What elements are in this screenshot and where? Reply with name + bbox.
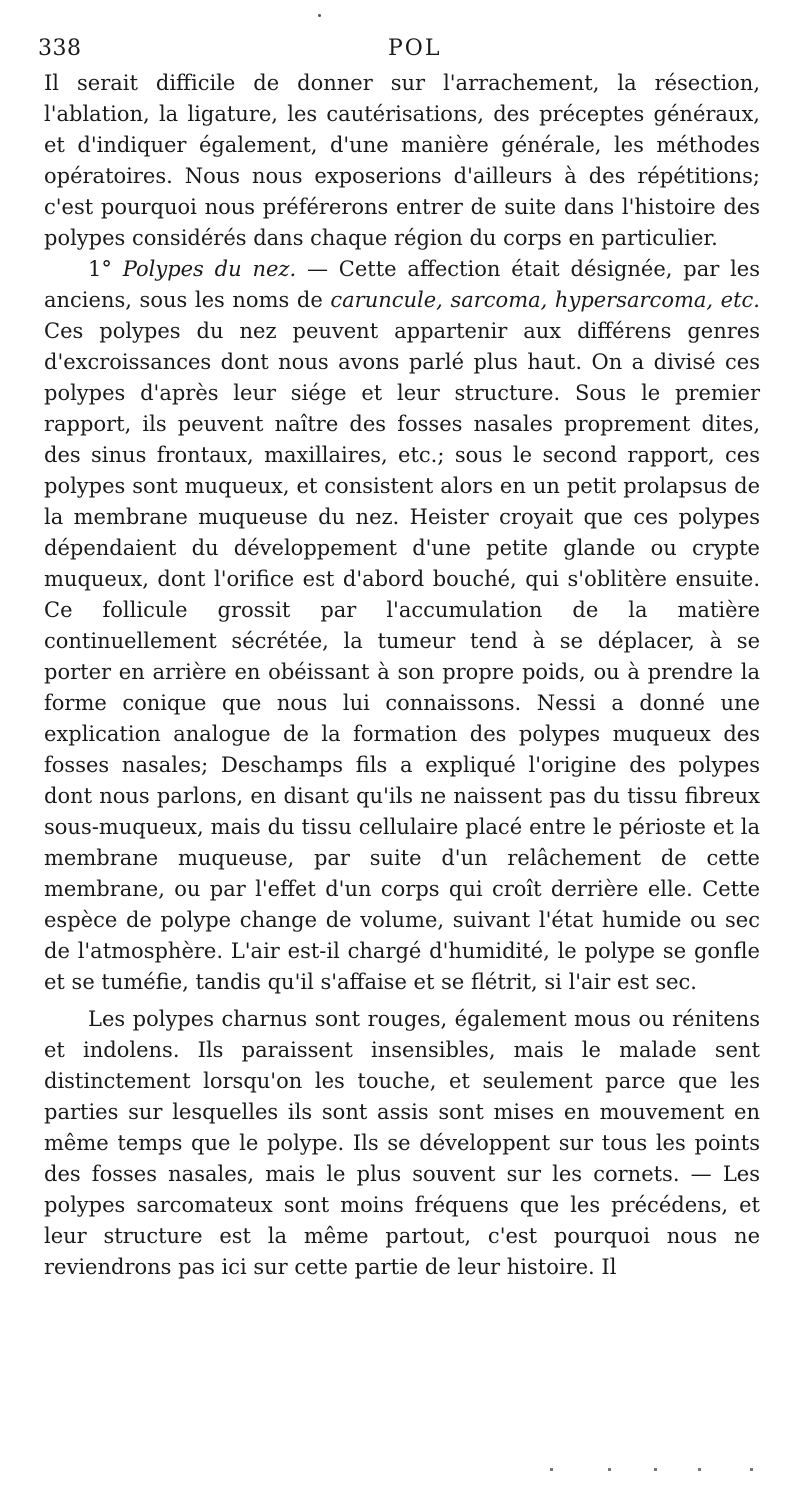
section-heading: Polypes du nez.	[122, 257, 297, 281]
print-speck	[318, 14, 321, 17]
paragraph-intro: Il serait difficile de donner sur l'arrachement, la résection, l'ablation, la ligature, les cautérisations, des préceptes généraux, et d'indiquer également, d'une manière générale, les méthodes opératoires. Nous nous exposerions d'ailleurs à des répétitions; c'est pourquoi nous préférerons entrer de suite dans l'histoire des polypes considérés dans chaque région du corps en particulier.	[44, 71, 760, 250]
page-header	[38, 36, 760, 70]
section-number: 1°	[88, 257, 123, 281]
running-head: POL	[388, 36, 442, 61]
footer-print-marks	[550, 1468, 760, 1474]
paragraph-polypes-charnus: Les polypes charnus sont rouges, également mous ou rénitens et indolens. Ils paraissent insensibles, mais le malade sent distinctement lorsqu'on les touche, et seulement parce que les parties sur lesquelles ils sont assis sont mises en mouvement en même temps que le polype. Ils se développent sur tous les points des fosses nasales, mais le plus souvent sur les cornets. — Les polypes sarcomateux sont moins fréquens que les précédens, et leur structure est la même partout, c'est pourquoi nous ne reviendrons pas ici sur cette partie de leur histoire. Il	[44, 1007, 760, 1279]
page-number: 338	[38, 36, 82, 61]
body-text	[44, 68, 760, 1283]
paragraph-polypes-du-nez	[44, 254, 760, 998]
heading-continuation: — Cette affection était désignée, par les anciens, sous les noms de	[44, 257, 760, 312]
paragraph-body: Ces polypes du nez peuvent appartenir aux différens genres d'excroissances dont nous avons parlé plus haut. On a divisé ces polypes d'après leur siége et leur structure. Sous le premier rapport, ils peuvent naître des fosses nasales proprement dites, des sinus frontaux, maxillaires, etc.; sous le second rapport, ces polypes sont muqueux, et consistent alors en un petit prolapsus de la membrane muqueuse du nez. Heister croyait que ces polypes dépendaient du développement d'une petite glande ou crypte muqueux, dont l'orifice est d'abord bouché, qui s'oblitère ensuite. Ce follicule grossit par l'accumulation de la matière continuellement sécrétée, la tumeur tend à se déplacer, à se porter en arrière en obéissant à son propre poids, ou à prendre la forme conique que nous lui connaissons. Nessi a donné une explication analogue de la formation des polypes muqueux des fosses nasales; Deschamps fils a expliqué l'origine des polypes dont nous parlons, en disant qu'ils ne naissent pas du tissu fibreux sous-muqueux, mais du tissu cellulaire placé entre le périoste et la membrane muqueuse, par suite d'un relâchement de cette membrane, ou par l'effet d'un corps qui croît derrière elle. Cette espèce de polype change de volume, suivant l'état humide ou sec de l'atmosphère. L'air est-il chargé d'humidité, le polype se gonfle et se tuméfie, tandis qu'il s'affaise et se flétrit, si l'air est sec.	[44, 319, 760, 994]
ancient-terms: caruncule, sarcoma, hypersarcoma, etc.	[330, 288, 760, 312]
